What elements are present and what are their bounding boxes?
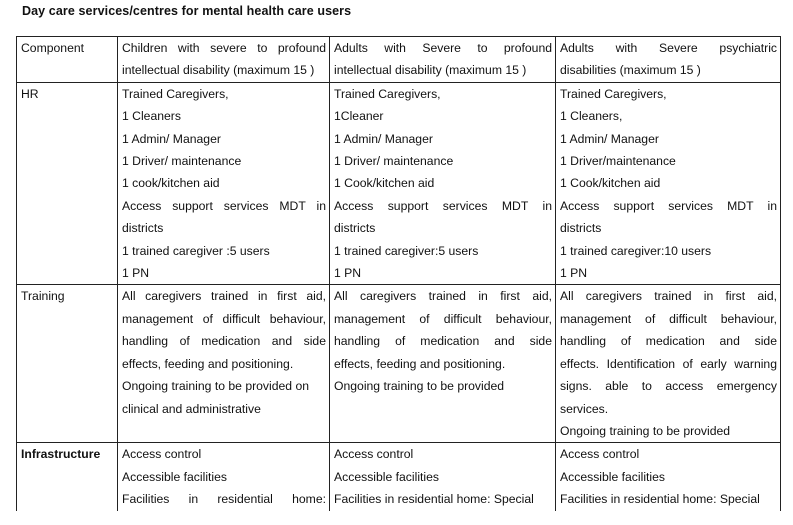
cell-line: handling of medication and side [560,334,777,349]
infrastructure-adults-intellectual-cell [330,443,556,511]
cell-line: 1Cleaner [334,109,384,124]
cell-line: All caregivers trained in first aid, [122,289,326,304]
cell-line: Trained Caregivers, [334,86,441,101]
cell-line: districts [560,221,602,236]
cell-line: management of difficult behaviour, [334,311,552,326]
hr-adults-psychiatric-cell [556,82,781,285]
header-adults-intellectual-cell [330,37,556,83]
hr-row [17,82,781,285]
hr-adults-intellectual-cell [330,82,556,285]
cell-line: intellectual disability (maximum 15 ) [122,63,315,78]
training-label-cell: Training [17,285,118,443]
cell-line: handling of medication and side [122,334,326,349]
cell-line: Access control [334,447,414,462]
cell-line: management of difficult behaviour, [560,311,777,326]
cell-line: Accessible facilities [560,469,665,484]
cell-line: 1 Cook/kitchen aid [334,176,435,191]
hr-children-cell [118,82,330,285]
cell-line: Accessible facilities [122,469,227,484]
cell-line: All caregivers trained in first aid, [560,289,777,304]
infrastructure-adults-psychiatric-cell [556,443,781,511]
cell-line: Trained Caregivers, [560,86,667,101]
training-children-cell [118,285,330,443]
training-row [17,285,781,443]
infrastructure-label-cell: Infrastructure [17,443,118,511]
cell-line: 1 PN [560,266,588,281]
cell-line: effects. Identification of early warning [560,356,777,371]
infrastructure-row [17,443,781,511]
cell-line: Ongoing training to be provided [334,379,505,394]
cell-line: clinical and administrative [122,401,261,416]
cell-line: 1 trained caregiver:5 users [334,243,479,258]
cell-line: 1 trained caregiver :5 users [122,243,270,258]
cell-line: Adults with Severe to profound [334,41,552,55]
cell-line: 1 Cook/kitchen aid [560,176,661,191]
cell-line: Trained Caregivers, [122,86,229,101]
cell-line: 1 Driver/ maintenance [122,154,242,169]
cell-line: Facilities in residential home: Special [334,492,534,507]
cell-line: All caregivers trained in first aid, [334,289,552,304]
cell-line: 1 Cleaners, [560,109,623,124]
header-component-cell: Component [17,37,118,83]
cell-line: Adults with Severe psychiatric [560,41,777,55]
cell-line: Access support services MDT in [122,198,326,213]
cell-line: Access control [560,447,640,462]
cell-line: Access control [122,447,202,462]
cell-line: handling of medication and side [334,334,552,349]
services-table [16,36,781,511]
cell-line: 1 PN [122,266,150,281]
cell-line: Accessible facilities [334,469,439,484]
cell-line: effects, feeding and positioning. [334,356,506,371]
cell-line: 1 Admin/ Manager [560,131,659,146]
cell-line: districts [334,221,376,236]
cell-line: management of difficult behaviour, [122,311,326,326]
cell-line: Access support services MDT in [334,198,552,213]
cell-line: 1 Cleaners [122,109,181,124]
header-row [17,37,781,83]
cell-line: effects, feeding and positioning. [122,356,294,371]
cell-line: 1 PN [334,266,362,281]
cell-line: Ongoing training to be provided on [122,379,310,394]
cell-line: Facilities in residential home: Special [560,492,760,507]
cell-line: 1 Driver/maintenance [560,154,676,169]
training-adults-intellectual-cell [330,285,556,443]
cell-line: intellectual disability (maximum 15 ) [334,63,527,78]
training-adults-psychiatric-cell [556,285,781,443]
cell-line: 1 Driver/ maintenance [334,154,454,169]
cell-line: 1 Admin/ Manager [334,131,433,146]
cell-line: Ongoing training to be provided [560,423,731,438]
cell-line: 1 Admin/ Manager [122,131,221,146]
cell-line: districts [122,221,164,236]
cell-line: Access support services MDT in [560,198,777,213]
cell-line: Children with severe to profound [122,41,326,55]
cell-line: 1 trained caregiver:10 users [560,243,712,258]
infrastructure-children-cell [118,443,330,511]
header-children-cell [118,37,330,83]
document-title: Day care services/centres for mental health care users [22,4,352,18]
cell-line: disabilities (maximum 15 ) [560,63,701,78]
cell-line: Facilities in residential home: [122,492,326,507]
cell-line: services. [560,401,609,416]
header-adults-psychiatric-cell [556,37,781,83]
cell-line: 1 cook/kitchen aid [122,176,220,191]
hr-label-cell: HR [17,82,118,285]
cell-line: signs. able to access emergency [560,379,777,394]
